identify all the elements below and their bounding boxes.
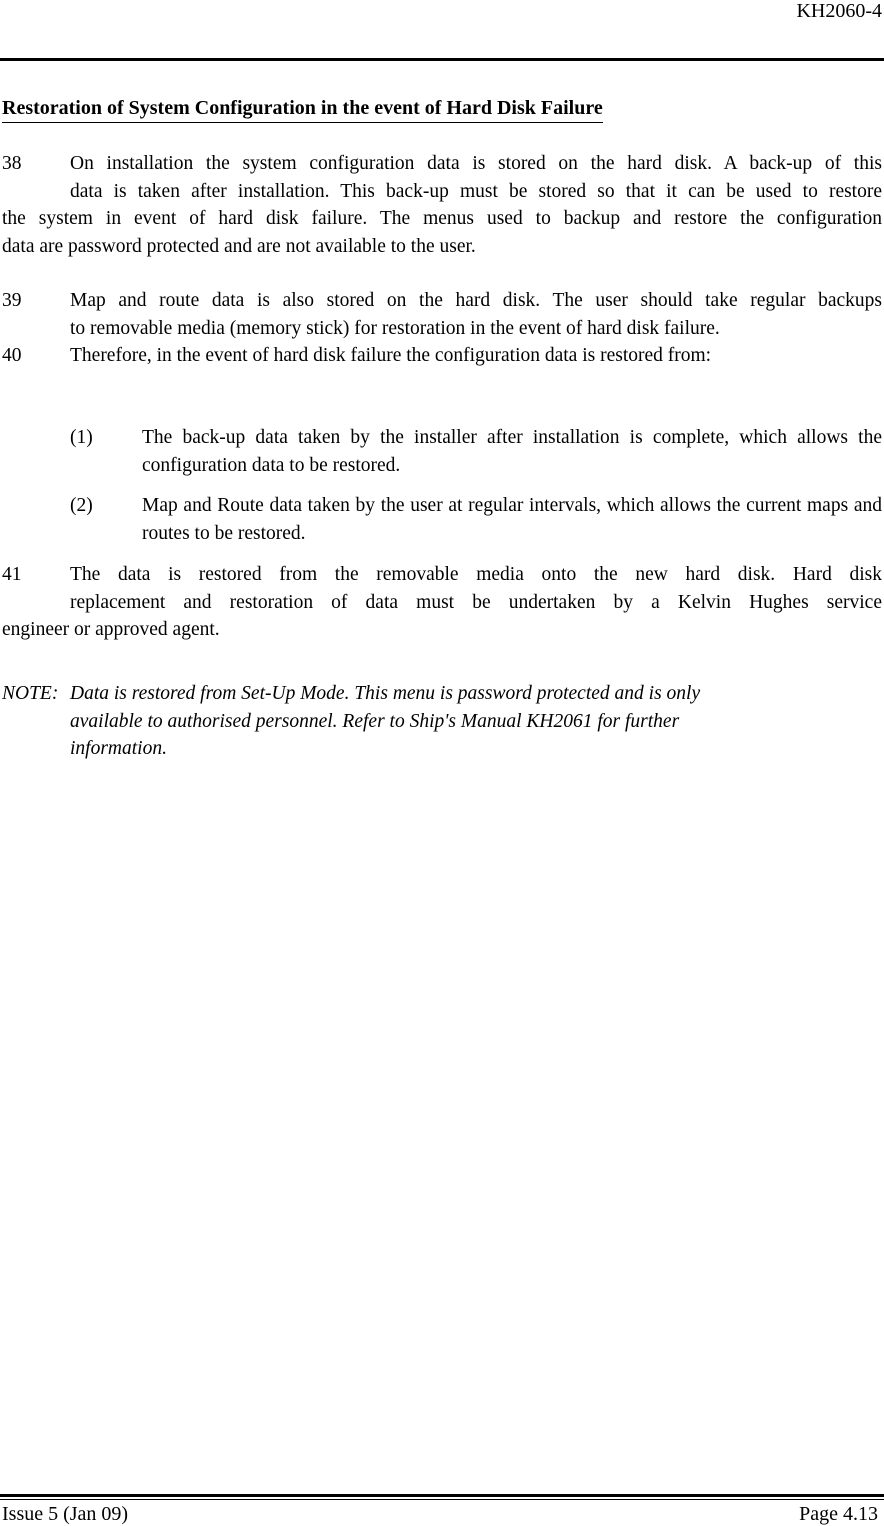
paragraph-40 — [2, 342, 882, 370]
list-item — [70, 492, 882, 547]
list-item-marker: (2) — [70, 495, 93, 516]
note-line: available to authorised personnel. Refer to Ship's Manual KH2061 for further — [70, 710, 680, 732]
header-rule — [0, 58, 884, 61]
paragraph-line: Map and route data is also stored on the hard disk. The user should take regular backups — [70, 290, 882, 311]
page-number: Page 4.13 — [799, 1503, 878, 1525]
note-line: information. — [70, 738, 167, 759]
note-block — [2, 680, 882, 763]
list-item-marker: (1) — [70, 427, 93, 448]
paragraph-line: The data is restored from the removable media onto the new hard disk. Hard disk — [70, 564, 882, 585]
paragraph-number: 39 — [2, 290, 22, 311]
section-title: Restoration of System Configuration in the event of Hard Disk Failure — [2, 94, 603, 123]
paragraph-line: engineer or approved agent. — [2, 619, 220, 640]
paragraph-line: the system in event of hard disk failure. The menus used to backup and restore the configuration — [2, 208, 882, 229]
paragraph-line: data are password protected and are not available to the user. — [2, 235, 476, 257]
paragraph-line: On installation the system configuration data is stored on the hard disk. A back-up of this — [70, 153, 882, 174]
footer-rule — [0, 1494, 884, 1497]
paragraph-38 — [2, 150, 882, 260]
paragraph-line: Therefore, in the event of hard disk failure the configuration data is restored from: — [70, 345, 712, 366]
paragraph-39 — [2, 287, 882, 342]
issue-label: Issue 5 (Jan 09) — [2, 1503, 129, 1525]
paragraph-number: 40 — [2, 345, 22, 366]
list-item-text: The back-up data taken by the installer after installation is complete, which allows the configuration data to be restored. — [142, 427, 882, 476]
paragraph-line: data is taken after installation. This back-up must be stored so that it can be used to restore — [70, 180, 882, 202]
paragraph-line: replacement and restoration of data must be undertaken by a Kelvin Hughes service — [70, 591, 882, 613]
note-line: Data is restored from Set-Up Mode. This menu is password protected and is only — [70, 683, 701, 704]
paragraph-number: 38 — [2, 153, 22, 174]
footer-rule-thin — [0, 1499, 884, 1500]
paragraph-41 — [2, 561, 882, 644]
list-item — [70, 424, 882, 479]
list-item-text: Map and Route data taken by the user at regular intervals, which allows the current maps and routes to be restored. — [142, 495, 882, 544]
document-code: KH2060-4 — [796, 0, 882, 22]
paragraph-line: to removable media (memory stick) for restoration in the event of hard disk failure. — [70, 317, 720, 339]
note-label: NOTE: — [2, 683, 59, 704]
paragraph-number: 41 — [2, 564, 22, 585]
